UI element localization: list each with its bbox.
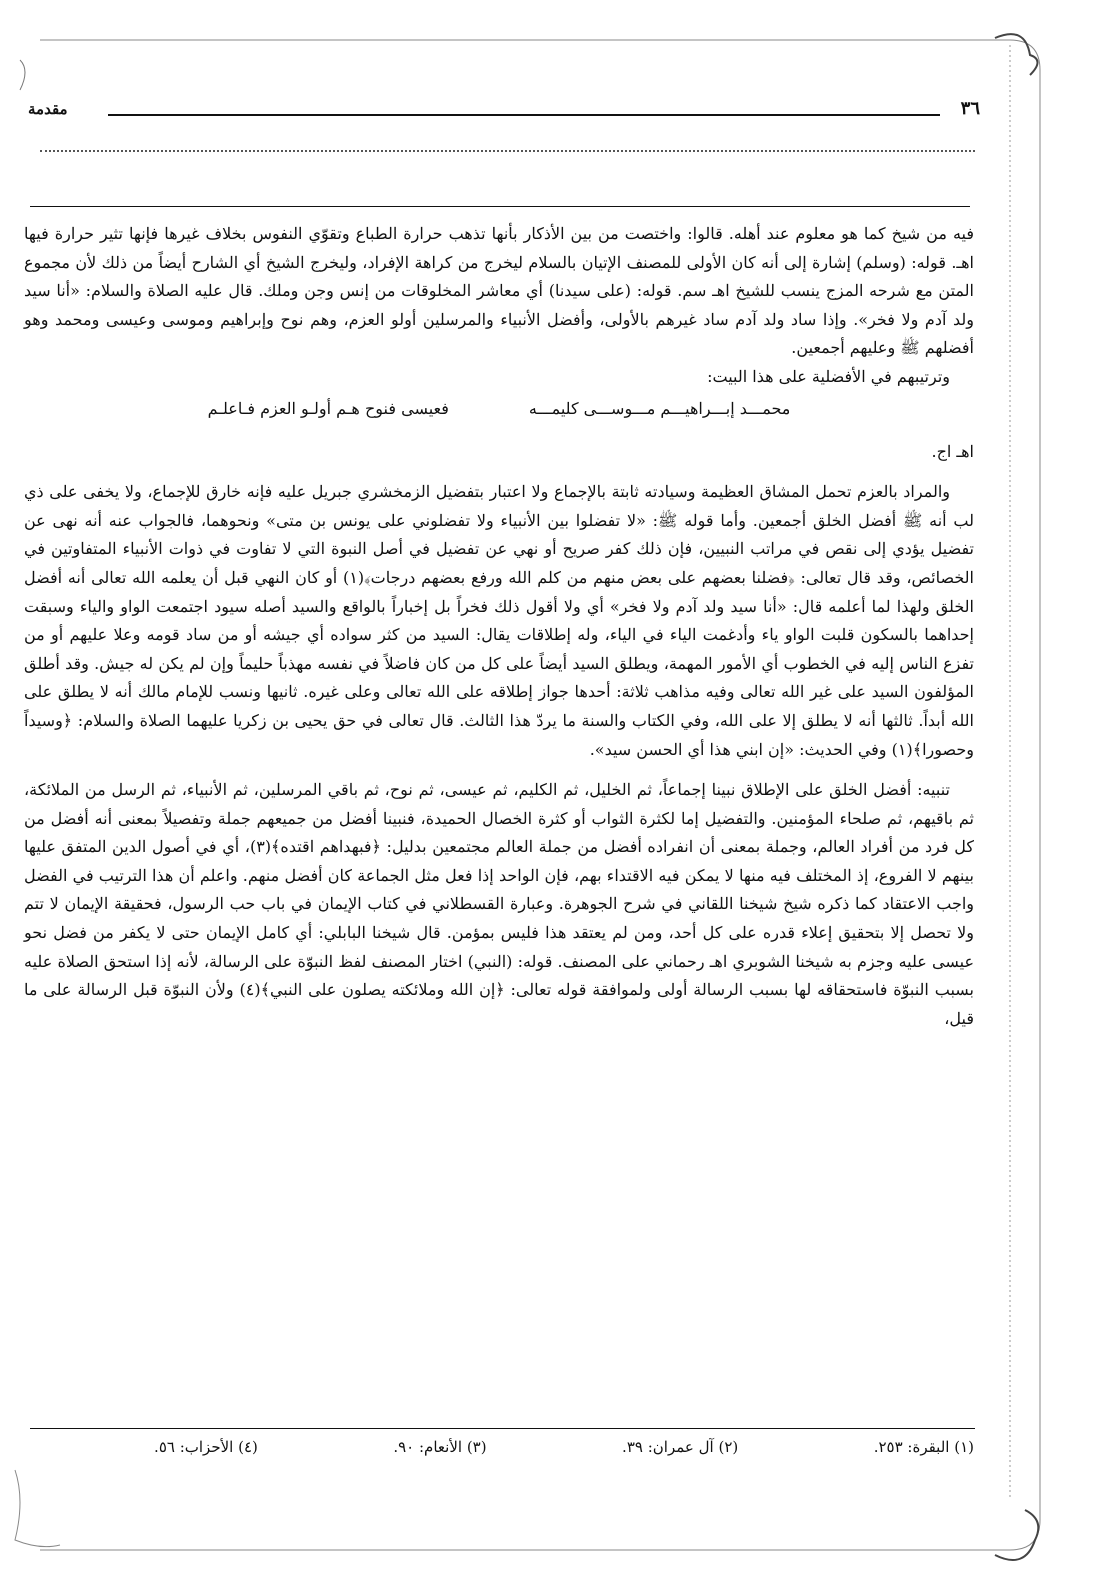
footnote-rule — [30, 1428, 975, 1429]
top-rule — [30, 206, 970, 207]
verse-first-hemistich: محمـــد إبـــراهيـــم مـــوســـى كليمـــه — [528, 398, 791, 418]
running-header — [28, 100, 980, 132]
footnotes — [154, 1438, 974, 1456]
paragraph: فيه من شيخ كما هو معلوم عند أهله. قالوا: واختصت من بين الأذكار بأنها تذهب حرارة الطباع وتقوّي النفوس بخلاف غيرها فإنها تثير حرارة فيها اهـ. قوله: (وسلم) إشارة إلى أنه كان الأولى للمصنف الإتيان بالسلام ليخرج من كراهة الإفراد، وليخرج الشيخ أي الشارح أيضاً من ذلك لأن مجموع المتن مع شرحه المزج ينسب للشيخ اهـ سم. قوله: (على سيدنا) أي معاشر المخلوقات من إنس وجن وملك. قال عليه الصلاة والسلام: «أنا سيد ولد آدم ولا فخر». وإذا ساد ولد آدم ساد غيرهم بالأولى، وأفضل الأنبياء والمرسلين أولو العزم، وهم نوح وإبراهيم وموسى وعيسى ومحمد وهو أفضلهم ﷺ وعليهم أجمعين. — [24, 224, 974, 358]
footnote: (٣) الأنعام: ٩٠. — [393, 1438, 487, 1456]
footnote: (٤) الأحزاب: ٥٦. — [154, 1438, 258, 1456]
page-number: ٣٦ — [960, 98, 980, 119]
footnote: (٢) آل عمران: ٣٩. — [622, 1438, 739, 1456]
paragraph: تنبيه: أفضل الخلق على الإطلاق نبينا إجماعاً، ثم الخليل، ثم الكليم، ثم عيسى، ثم نوح، ثم باقي المرسلين، ثم الأنبياء، ثم الرسل من الملائكة، ثم باقيهم، ثم صلحاء المؤمنين. والتفضيل إما لكثرة الثواب أو كثرة الخصال الحميدة، فنبينا أفضل من جميعهم جملة وتفصيلاً بمعنى أنه أفضل من كل فرد من أفراد العالم، وجملة بمعنى أن انفراده أفضل من جملة العالم مجتمعين بدليل: ﴿فبهداهم اقتده﴾(٣)، أي في أصول الدين المتفق عليها بينهم لا الفروع، إذ المختلف فيه منها لا يمكن فيه الاقتداء بهم، فإن الواحد إذا فعل مثل الجماعة كان أفضل منهم. واعلم أن هذا الترتيب في الفضل واجب الاعتقاد كما ذكره شيخ شيخنا اللقاني في شرح الجوهرة. وعبارة القسطلاني في كتاب الإيمان في باب حب الرسول، فحقيقة الإيمان لا تتم ولا تحصل إلا بتحقيق إعلاء قدره على كل أحد، ومن لم يعتقد هذا فليس بمؤمن. قال شيخنا البابلي: أي كامل الإيمان حتى لا يكفر من فضل نحو عيسى عليه وجزم به شيخنا الشوبري اهـ رحماني على المصنف. قوله: (النبي) اختار المصنف لفظ النبوّة على الرسالة، لأنه إذا استحق الصلاة عليه بسبب النبوّة فاستحقاقه لها بسبب الرسالة أولى ولموافقة قوله تعالى: ﴿إن الله وملائكته يصلون على النبي﴾(٤) ولأن النبوّة قبل الرسالة على ما قيل، — [24, 780, 975, 1028]
section-title: مقدمة — [28, 100, 68, 118]
footnote: (١) البقرة: ٢٥٣. — [873, 1438, 974, 1456]
main-text — [24, 220, 974, 1033]
paragraph: وترتيبهم في الأفضلية على هذا البيت: — [707, 366, 950, 386]
dotted-separator — [40, 150, 975, 152]
paragraph: والمراد بالعزم تحمل المشاق العظيمة وسيادته ثابتة بالإجماع ولا اعتبار بتفضيل الزمخشري جبريل عليه فإنه خارق للإجماع، ولا يخفى على ذي لب أنه ﷺ أفضل الخلق أجمعين. وأما قوله ﷺ: «لا تفضلوا بين الأنبياء ولا تفضلوني على يونس بن متى» ونحوهما، فالجواب عنه أنه نهى عن تفضيل يؤدي إلى نقص في مراتب النبيين، فإن ذلك كفر صريح أو نهي عن تفضيل في أصل النبوة التي لا تفاوت في ذوات الأنبياء المتفاوتين في الخصائص، وقد قال تعالى: ﴿فضلنا بعضهم على بعض منهم من كلم الله ورفع بعضهم درجات﴾(١) أو كان النهي قبل أن يعلمه الله تعالى أنه أفضل الخلق ولهذا لما أعلمه قال: «أنا سيد ولد آدم ولا فخر» أي ولا أقول ذلك فخراً بل إخباراً بالواقع والسيد أصله سيود اجتمعت الواو والياء وسبقت إحداهما بالسكون قلبت الواو ياء وأدغمت الياء في الياء، وله إطلاقات يقال: السيد من كثر سواده أي جيشه أو من ساد قومه وعلا عليهم أو من تفزع الناس إليه في الخطوب أي الأمور المهمة، ويطلق السيد أيضاً على كل من كان فاضلاً في نفسه مهذباً حليماً وإن لم يكن له جيش. وقد أطلق المؤلفون السيد على غير الله تعالى وفيه مذاهب ثلاثة: أحدها جواز إطلاقه على الله تعالى وعلى غيره. ثانيها ونسب للإمام مالك أنه لا يطلق على الله أبداً. ثالثها أنه لا يطلق إلا على الله، وفي الكتاب والسنة ما يردّ هذا الثالث. قال تعالى في حق يحيى بن زكريا عليهما الصلاة والسلام: ﴿وسيداً وحصورا﴾(١) وفي الحديث: «إن ابني هذا أي الحسن سيد». — [24, 482, 974, 759]
verse-attribution: اهـ اج. — [931, 441, 974, 461]
verse-second-hemistich: فعيسى فنوح هـم أولـو العزم فـاعلـم — [207, 398, 449, 418]
header-rule — [108, 114, 940, 116]
verse — [24, 394, 974, 424]
